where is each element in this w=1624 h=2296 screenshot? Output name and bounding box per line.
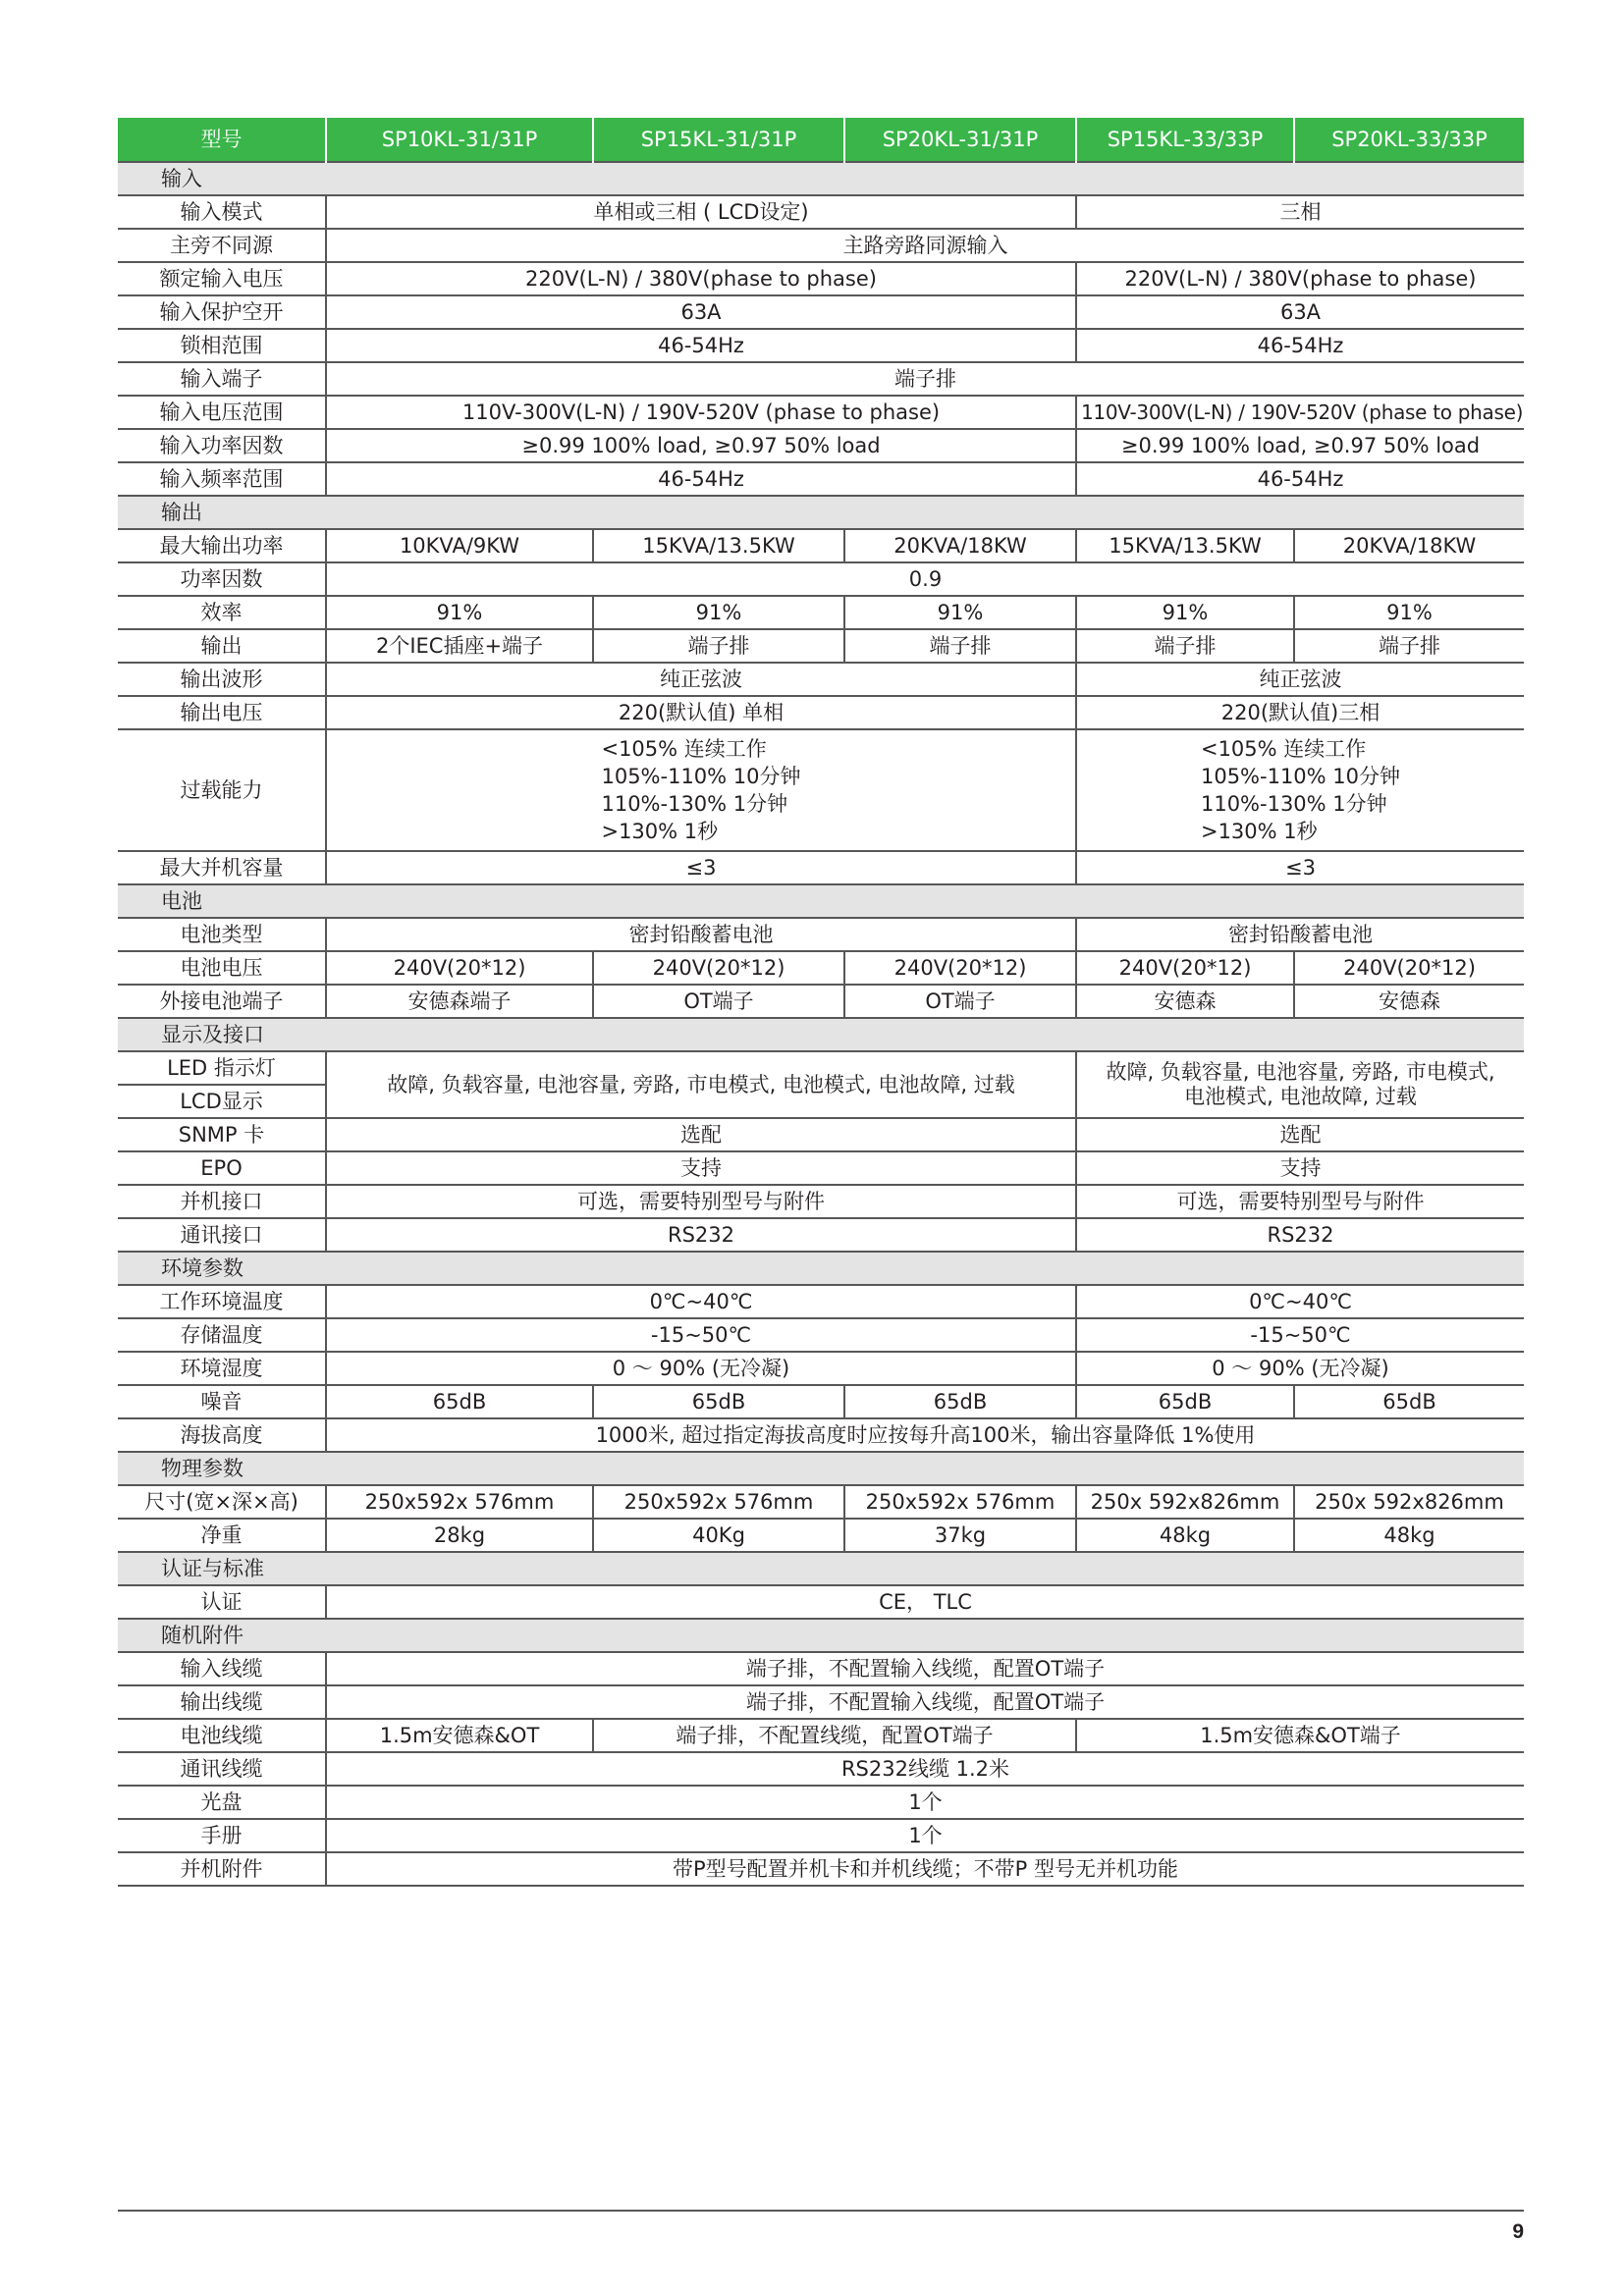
table-row xyxy=(118,295,1524,329)
row-label: 输入保护空开 xyxy=(118,295,326,329)
cell-value: 端子排 xyxy=(593,629,844,663)
cell-value: 240V(20*12) xyxy=(1294,951,1524,985)
section-title: 输入 xyxy=(118,162,1524,195)
cell-value: 91% xyxy=(1294,596,1524,629)
table-row xyxy=(118,1852,1524,1886)
cell-value: 安德森 xyxy=(1076,985,1294,1018)
row-label: 输出波形 xyxy=(118,663,326,696)
page-number: 9 xyxy=(1512,2220,1524,2243)
cell-value: 单相或三相 ( LCD设定) xyxy=(326,195,1076,229)
cell-value: 端子排，不配置输入线缆，配置OT端子 xyxy=(326,1685,1524,1719)
cell-value: 91% xyxy=(326,596,593,629)
cell-value: ≥0.99 100% load, ≥0.97 50% load xyxy=(326,429,1076,462)
row-label: 效率 xyxy=(118,596,326,629)
cell-value: 20KVA/18KW xyxy=(1294,529,1524,562)
cell-value: 63A xyxy=(326,295,1076,329)
cell-value: 20KVA/18KW xyxy=(844,529,1076,562)
table-row xyxy=(118,729,1524,851)
cell-value: 63A xyxy=(1076,295,1524,329)
cell-value: 带P型号配置并机卡和并机线缆；不带P 型号无并机功能 xyxy=(326,1852,1524,1886)
overload-line: 105%-110% 10分钟 xyxy=(601,765,801,788)
table-row xyxy=(118,195,1524,229)
table-row xyxy=(118,262,1524,295)
cell-value: RS232线缆 1.2米 xyxy=(326,1752,1524,1786)
cell-value: 46-54Hz xyxy=(326,329,1076,362)
display-line: 电池模式, 电池故障, 过载 xyxy=(1184,1085,1417,1108)
table-row xyxy=(118,1185,1524,1218)
cell-value: 端子排，不配置线缆，配置OT端子 xyxy=(593,1719,1076,1752)
display-line: 故障, 负载容量, 电池容量, 旁路, 市电模式, xyxy=(1106,1060,1495,1084)
row-label: 输出电压 xyxy=(118,696,326,729)
model-name: SP20KL-31/31P xyxy=(844,118,1076,162)
table-row xyxy=(118,1051,1524,1085)
row-label: 电池类型 xyxy=(118,918,326,951)
row-label: 电池电压 xyxy=(118,951,326,985)
overload-line: 110%-130% 1分钟 xyxy=(1200,792,1387,816)
cell-value: 91% xyxy=(844,596,1076,629)
cell-value: 250x 592x826mm xyxy=(1076,1485,1294,1519)
cell-value: 250x592x 576mm xyxy=(326,1485,593,1519)
row-label: 输入电压范围 xyxy=(118,396,326,429)
cell-value: 0℃~40℃ xyxy=(326,1285,1076,1318)
section-row xyxy=(118,1452,1524,1485)
cell-value: 10KVA/9KW xyxy=(326,529,593,562)
footer-rule xyxy=(118,2210,1524,2212)
cell-value: 91% xyxy=(593,596,844,629)
row-label: 并机附件 xyxy=(118,1852,326,1886)
cell-value: 1000米, 超过指定海拔高度时应按每升高100米，输出容量降低 1%使用 xyxy=(326,1418,1524,1452)
table-row xyxy=(118,951,1524,985)
cell-value: 65dB xyxy=(326,1385,593,1418)
row-label: 输入端子 xyxy=(118,362,326,396)
cell-value: 主路旁路同源输入 xyxy=(326,229,1524,262)
row-label: 尺寸(宽×深×高) xyxy=(118,1485,326,1519)
table-row xyxy=(118,1218,1524,1252)
row-label: 海拔高度 xyxy=(118,1418,326,1452)
cell-value xyxy=(1076,1051,1524,1118)
cell-value: 端子排 xyxy=(844,629,1076,663)
table-row xyxy=(118,529,1524,562)
table-row xyxy=(118,462,1524,496)
header-row xyxy=(118,118,1524,162)
section-row xyxy=(118,884,1524,918)
row-label: 电池线缆 xyxy=(118,1719,326,1752)
row-label: 噪音 xyxy=(118,1385,326,1418)
table-row xyxy=(118,1485,1524,1519)
row-label: LCD显示 xyxy=(118,1085,326,1118)
row-label: 功率因数 xyxy=(118,562,326,596)
cell-value: -15~50℃ xyxy=(1076,1318,1524,1352)
row-label: 光盘 xyxy=(118,1786,326,1819)
table-row xyxy=(118,229,1524,262)
table-row xyxy=(118,396,1524,429)
row-label: 工作环境温度 xyxy=(118,1285,326,1318)
cell-value: ≥0.99 100% load, ≥0.97 50% load xyxy=(1076,429,1524,462)
cell-value: 48kg xyxy=(1294,1519,1524,1552)
cell-value: 端子排 xyxy=(326,362,1524,396)
cell-value: 可选，需要特别型号与附件 xyxy=(1076,1185,1524,1218)
cell-value: -15~50℃ xyxy=(326,1318,1076,1352)
table-row xyxy=(118,1685,1524,1719)
cell-value: 三相 xyxy=(1076,195,1524,229)
cell-value: 端子排 xyxy=(1076,629,1294,663)
row-label: 并机接口 xyxy=(118,1185,326,1218)
table-row xyxy=(118,1418,1524,1452)
cell-value: 2个IEC插座+端子 xyxy=(326,629,593,663)
cell-value: 选配 xyxy=(326,1118,1076,1151)
overload-line: 105%-110% 10分钟 xyxy=(1200,765,1401,788)
table-row xyxy=(118,629,1524,663)
model-name: SP15KL-33/33P xyxy=(1076,118,1294,162)
table-row xyxy=(118,696,1524,729)
row-label: 过载能力 xyxy=(118,729,326,851)
section-row xyxy=(118,1252,1524,1285)
row-label: 认证 xyxy=(118,1585,326,1619)
cell-value: 250x592x 576mm xyxy=(593,1485,844,1519)
cell-value: 250x 592x826mm xyxy=(1294,1485,1524,1519)
cell-value xyxy=(326,729,1076,851)
row-label: EPO xyxy=(118,1151,326,1185)
row-label: 输入频率范围 xyxy=(118,462,326,496)
cell-value: 48kg xyxy=(1076,1519,1294,1552)
cell-value: RS232 xyxy=(1076,1218,1524,1252)
cell-value: 15KVA/13.5KW xyxy=(1076,529,1294,562)
cell-value: CE， TLC xyxy=(326,1585,1524,1619)
row-label: 手册 xyxy=(118,1819,326,1852)
cell-value: 28kg xyxy=(326,1519,593,1552)
overload-line: <105% 连续工作 xyxy=(1200,737,1367,761)
cell-value: 220V(L-N) / 380V(phase to phase) xyxy=(326,262,1076,295)
table-row xyxy=(118,1151,1524,1185)
cell-value: 110V-300V(L-N) / 190V-520V (phase to phase) xyxy=(326,396,1076,429)
table-row xyxy=(118,596,1524,629)
table-row xyxy=(118,329,1524,362)
cell-value: OT端子 xyxy=(844,985,1076,1018)
overload-line: >130% 1秒 xyxy=(601,820,719,843)
cell-value: 1.5m安德森&OT端子 xyxy=(1076,1719,1524,1752)
row-label: 净重 xyxy=(118,1519,326,1552)
cell-value: 220V(L-N) / 380V(phase to phase) xyxy=(1076,262,1524,295)
row-label: 存储温度 xyxy=(118,1318,326,1352)
cell-value: 0.9 xyxy=(326,562,1524,596)
cell-value: 1.5m安德森&OT xyxy=(326,1719,593,1752)
section-title: 输出 xyxy=(118,496,1524,529)
cell-value: 0℃~40℃ xyxy=(1076,1285,1524,1318)
cell-value: RS232 xyxy=(326,1218,1076,1252)
table-row xyxy=(118,663,1524,696)
section-title: 物理参数 xyxy=(118,1452,1524,1485)
section-row xyxy=(118,1619,1524,1652)
cell-value: 端子排 xyxy=(1294,629,1524,663)
row-label: 通讯线缆 xyxy=(118,1752,326,1786)
model-name: SP20KL-33/33P xyxy=(1294,118,1524,162)
model-header-label: 型号 xyxy=(118,118,326,162)
section-title: 环境参数 xyxy=(118,1252,1524,1285)
spec-table xyxy=(118,118,1524,1887)
cell-value: 46-54Hz xyxy=(1076,462,1524,496)
row-label: SNMP 卡 xyxy=(118,1118,326,1151)
section-title: 认证与标准 xyxy=(118,1552,1524,1585)
cell-value: 220(默认值)三相 xyxy=(1076,696,1524,729)
cell-value xyxy=(1076,729,1524,851)
row-label: 输入模式 xyxy=(118,195,326,229)
cell-value: 65dB xyxy=(1294,1385,1524,1418)
row-label: 最大输出功率 xyxy=(118,529,326,562)
row-label: 输出线缆 xyxy=(118,1685,326,1719)
table-row xyxy=(118,985,1524,1018)
section-title: 显示及接口 xyxy=(118,1018,1524,1051)
cell-value: OT端子 xyxy=(593,985,844,1018)
cell-value: 密封铅酸蓄电池 xyxy=(326,918,1076,951)
row-label: 额定输入电压 xyxy=(118,262,326,295)
section-row xyxy=(118,1018,1524,1051)
row-label: 通讯接口 xyxy=(118,1218,326,1252)
table-row xyxy=(118,362,1524,396)
cell-value: 240V(20*12) xyxy=(593,951,844,985)
cell-value: 支持 xyxy=(326,1151,1076,1185)
section-title: 电池 xyxy=(118,884,1524,918)
cell-value: 15KVA/13.5KW xyxy=(593,529,844,562)
cell-value: 端子排，不配置输入线缆，配置OT端子 xyxy=(326,1652,1524,1685)
model-name: SP10KL-31/31P xyxy=(326,118,593,162)
row-label: 输入功率因数 xyxy=(118,429,326,462)
table-row xyxy=(118,918,1524,951)
table-row xyxy=(118,1352,1524,1385)
cell-value: 40Kg xyxy=(593,1519,844,1552)
cell-value: 37kg xyxy=(844,1519,1076,1552)
cell-value: 91% xyxy=(1076,596,1294,629)
row-label: LED 指示灯 xyxy=(118,1051,326,1085)
table-row xyxy=(118,1752,1524,1786)
cell-value: ≤3 xyxy=(326,851,1076,884)
table-row xyxy=(118,1652,1524,1685)
table-row xyxy=(118,1385,1524,1418)
table-row xyxy=(118,1819,1524,1852)
table-row xyxy=(118,1585,1524,1619)
table-row xyxy=(118,1118,1524,1151)
row-label: 最大并机容量 xyxy=(118,851,326,884)
cell-value: 0 ～ 90% (无冷凝) xyxy=(1076,1352,1524,1385)
cell-value: 110V-300V(L-N) / 190V-520V (phase to phase) xyxy=(1076,396,1524,429)
cell-value: 46-54Hz xyxy=(1076,329,1524,362)
overload-line: 110%-130% 1分钟 xyxy=(601,792,788,816)
cell-value: 240V(20*12) xyxy=(844,951,1076,985)
overload-line: >130% 1秒 xyxy=(1200,820,1318,843)
cell-value: 1个 xyxy=(326,1819,1524,1852)
row-label: 外接电池端子 xyxy=(118,985,326,1018)
table-row xyxy=(118,1318,1524,1352)
table-row xyxy=(118,1285,1524,1318)
cell-value: 选配 xyxy=(1076,1118,1524,1151)
row-label: 主旁不同源 xyxy=(118,229,326,262)
row-label: 输入线缆 xyxy=(118,1652,326,1685)
section-row xyxy=(118,162,1524,195)
cell-value: 0 ～ 90% (无冷凝) xyxy=(326,1352,1076,1385)
table-row xyxy=(118,1519,1524,1552)
cell-value: 65dB xyxy=(1076,1385,1294,1418)
section-row xyxy=(118,496,1524,529)
cell-value: ≤3 xyxy=(1076,851,1524,884)
cell-value: 1个 xyxy=(326,1786,1524,1819)
row-label: 环境湿度 xyxy=(118,1352,326,1385)
cell-value: 240V(20*12) xyxy=(326,951,593,985)
cell-value: 纯正弦波 xyxy=(1076,663,1524,696)
cell-value: 密封铅酸蓄电池 xyxy=(1076,918,1524,951)
table-row xyxy=(118,1719,1524,1752)
cell-value: 安德森端子 xyxy=(326,985,593,1018)
section-row xyxy=(118,1552,1524,1585)
row-label: 输出 xyxy=(118,629,326,663)
cell-value: 250x592x 576mm xyxy=(844,1485,1076,1519)
cell-value: 65dB xyxy=(593,1385,844,1418)
cell-value: 安德森 xyxy=(1294,985,1524,1018)
table-row xyxy=(118,1786,1524,1819)
cell-value: 220(默认值) 单相 xyxy=(326,696,1076,729)
cell-value: 纯正弦波 xyxy=(326,663,1076,696)
table-row xyxy=(118,562,1524,596)
section-title: 随机附件 xyxy=(118,1619,1524,1652)
table-row xyxy=(118,429,1524,462)
model-name: SP15KL-31/31P xyxy=(593,118,844,162)
row-label: 锁相范围 xyxy=(118,329,326,362)
cell-value: 故障, 负载容量, 电池容量, 旁路, 市电模式, 电池模式, 电池故障, 过载 xyxy=(326,1051,1076,1118)
table-row xyxy=(118,851,1524,884)
cell-value: 可选，需要特别型号与附件 xyxy=(326,1185,1076,1218)
cell-value: 240V(20*12) xyxy=(1076,951,1294,985)
cell-value: 46-54Hz xyxy=(326,462,1076,496)
cell-value: 支持 xyxy=(1076,1151,1524,1185)
cell-value: 65dB xyxy=(844,1385,1076,1418)
overload-line: <105% 连续工作 xyxy=(601,737,767,761)
